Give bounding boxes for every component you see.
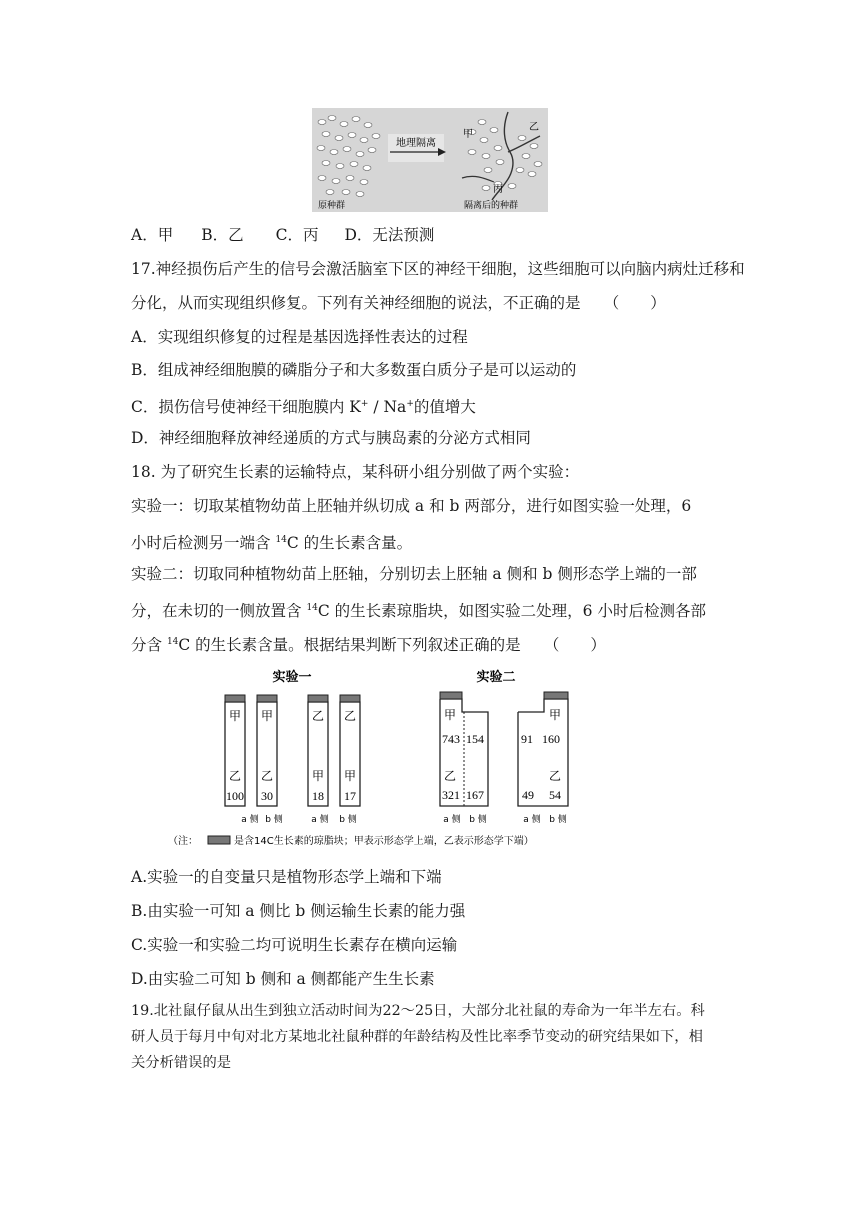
- exp2-left-a-bottom-value: 321: [442, 788, 460, 802]
- q18-exp2-line1: 实验二：切取同种植物幼苗上胚轴，分别切去上胚轴 a 侧和 b 侧形态学上端的一部: [131, 565, 697, 583]
- exp1-side-b-2: b 侧: [339, 815, 357, 825]
- exp2-right-top: 甲: [549, 708, 562, 722]
- exp1-strip1-bottom: 乙: [228, 769, 242, 783]
- exp2-side-a-2: a 侧: [523, 815, 541, 825]
- q17-option-d: D．神经细胞释放神经递质的方式与胰岛素的分泌方式相同: [131, 429, 531, 447]
- q16-options: [131, 224, 434, 246]
- q19-stem-line2: 研人员于每月中旬对北方某地北社鼠种群的年龄结构及性比率季节变动的研究结果如下，相: [131, 1029, 703, 1045]
- q17-stem-line1: 17.神经损伤后产生的信号会激活脑室下区的神经干细胞，这些细胞可以向脑内病灶迁移和: [131, 260, 745, 278]
- auxin-experiment-figure: [168, 664, 698, 850]
- exp1-side-a-2: a 侧: [311, 815, 329, 825]
- label-yi: 乙: [529, 122, 539, 133]
- exp1-title: 实验一: [272, 669, 312, 684]
- q18-exp1-line1: 实验一：切取某植物幼苗上胚轴并纵切成 a 和 b 两部分，进行如图实验一处理，6: [131, 497, 692, 515]
- q18-option-d: D.由实验二可知 b 侧和 a 侧都能产生生长素: [131, 970, 435, 988]
- exp1-side-a-1: a 侧: [241, 815, 259, 825]
- q18-exp2-line2: 分，在未切的一侧放置含 $^{14}$C 的生长素琼脂块，如图实验二处理，6 小时后检测各部: [131, 602, 706, 621]
- q18-exp2-line3: 分含 $^{14}$C 的生长素含量。根据结果判断下列叙述正确的是 （ ）: [131, 636, 606, 655]
- arrow-label: 地理隔离: [396, 138, 436, 149]
- exp1-value-1: 100: [226, 789, 244, 803]
- exp2-left-b-bottom-value: 167: [466, 788, 484, 802]
- exp1-value-3: 18: [312, 789, 324, 803]
- exp2-right-bottom: 乙: [549, 769, 562, 783]
- q18-option-a: A.实验一的自变量只是植物形态学上端和下端: [131, 868, 442, 886]
- exp2-right-b-top-value: 160: [542, 732, 560, 746]
- q18-exp1-line2: 小时后检测另一端含 $^{14}$C 的生长素含量。: [131, 534, 413, 553]
- exp1-value-2: 30: [261, 789, 273, 803]
- exp2-left-top: 甲: [444, 708, 457, 722]
- exp1-strip2-top: 甲: [260, 709, 274, 723]
- exp2-left-a-top-value: 743: [442, 732, 460, 746]
- q19-stem-line1: 19.北社鼠仔鼠从出生到独立活动时间为22～25日，大部分北社鼠的寿命为一年半左右。科: [131, 1003, 705, 1019]
- agar-block-legend-icon: [208, 836, 230, 844]
- figure-note-text: 是含14C生长素的琼脂块；甲表示形态学上端，乙表示形态学下端）: [234, 836, 534, 847]
- exp2-title: 实验二: [476, 669, 516, 684]
- q17-stem-line2: 分化，从而实现组织修复。下列有关神经细胞的说法，不正确的是 （ ）: [131, 294, 666, 312]
- q19-stem-line3: 关分析错误的是: [131, 1055, 232, 1071]
- exp2-side-b-2: b 侧: [549, 815, 567, 825]
- exp2-right-a-top-value: 91: [521, 732, 533, 746]
- exp1-strip4-top: 乙: [343, 709, 357, 723]
- q18-option-b: B.由实验一可知 a 侧比 b 侧运输生长素的能力强: [131, 902, 466, 920]
- exp1-strip3-top: 乙: [311, 709, 325, 723]
- exp2-left-b-top-value: 154: [466, 732, 484, 746]
- q18-stem-line1: 18. 为了研究生长素的运输特点，某科研小组分别做了两个实验：: [131, 463, 580, 481]
- exp1-side-b-1: b 侧: [265, 815, 283, 825]
- q16-option-c: C．丙: [275, 226, 319, 244]
- q16-option-a: A．甲: [131, 226, 174, 244]
- exp2-side-b-1: b 侧: [469, 815, 487, 825]
- left-caption: 原种群: [318, 201, 346, 211]
- exp1-value-4: 17: [344, 789, 356, 803]
- exp1-strip4-bottom: 甲: [343, 769, 357, 783]
- exp2-left-bottom: 乙: [444, 769, 457, 783]
- exp1-strip1-top: 甲: [228, 709, 242, 723]
- label-jia: 甲: [463, 129, 473, 140]
- right-caption: 隔离后的种群: [464, 201, 519, 211]
- label-bing: 丙: [493, 184, 503, 195]
- q17-option-a: A．实现组织修复的过程是基因选择性表达的过程: [131, 328, 468, 346]
- exp1-strip2-bottom: 乙: [260, 769, 274, 783]
- exp1-strip3-bottom: 甲: [311, 769, 325, 783]
- exp2-side-a-1: a 侧: [443, 815, 461, 825]
- q17-option-c: C．损伤信号使神经干细胞膜内 K+ / Na+的值增大: [131, 398, 476, 417]
- population-isolation-figure: [312, 108, 548, 212]
- q16-option-d: D．无法预测: [344, 226, 435, 244]
- figure-note-prefix: （注：: [168, 836, 198, 847]
- q18-option-c: C.实验一和实验二均可说明生长素存在横向运输: [131, 936, 458, 954]
- exp2-right-b-bottom-value: 54: [549, 788, 561, 802]
- q16-option-b: B．乙: [201, 226, 244, 244]
- exp2-right-a-bottom-value: 49: [522, 788, 534, 802]
- q17-option-b: B．组成神经细胞膜的磷脂分子和大多数蛋白质分子是可以运动的: [131, 361, 577, 379]
